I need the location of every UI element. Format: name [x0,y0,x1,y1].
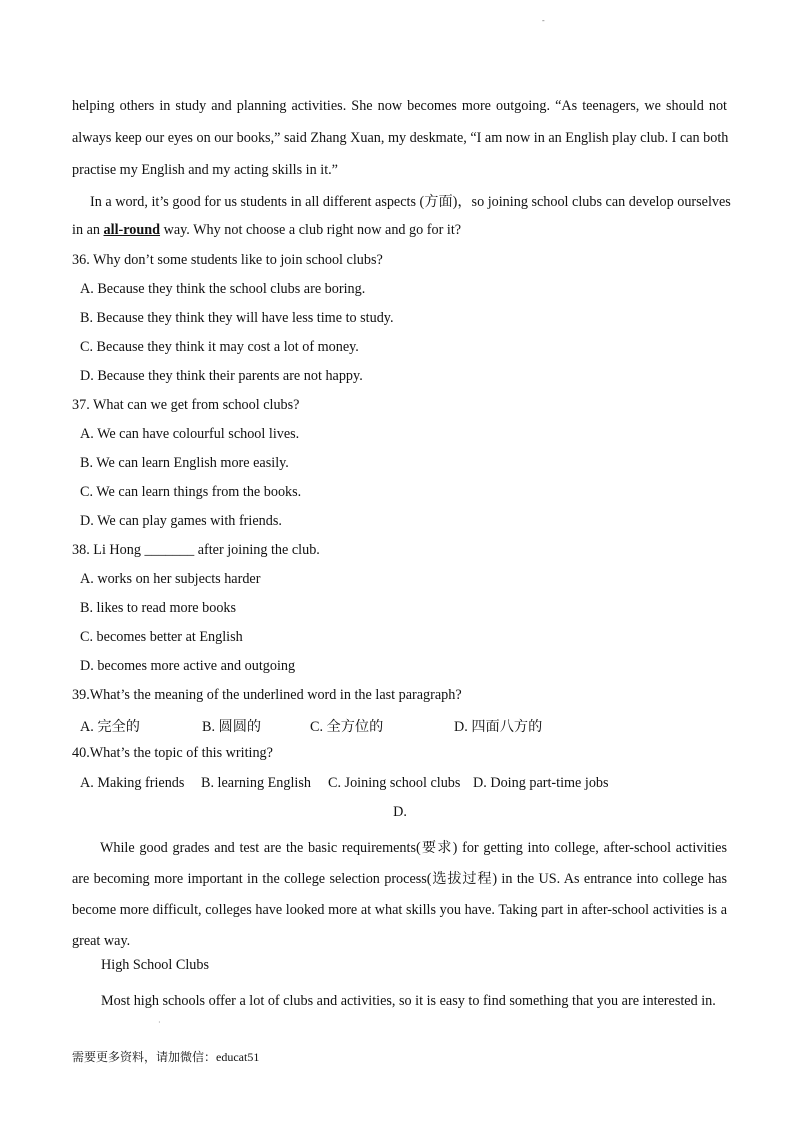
question-option: B. We can learn English more easily. [80,455,289,471]
question-stem: 37. What can we get from school clubs? [72,397,300,413]
question-option: C. Because they think it may cost a lot of money. [80,339,359,355]
question-stem: 40.What’s the topic of this writing? [72,745,273,761]
stray-mark: · [158,1018,161,1027]
question-option: A. works on her subjects harder [80,571,261,587]
underlined-word: all-round [103,222,161,238]
question-option: A. Because they think the school clubs are boring. [80,281,366,297]
question-option: A. Making friends [80,775,185,791]
question-stem: 39.What’s the meaning of the underlined word in the last paragraph? [72,687,462,703]
section-subheading: High School Clubs [101,957,209,973]
passage-text: in an [72,222,100,238]
question-option: C. Joining school clubs [328,775,461,791]
question-option: B. learning English [201,775,311,791]
question-stem: 36. Why don’t some students like to join school clubs? [72,252,383,268]
passage-line: In a word, it’s good for us students in all different aspects (方面)，so joining school clubs can develop ourselves [90,194,731,210]
question-option: D. becomes more active and outgoing [80,658,296,674]
footer-note: 需要更多资料，请加微信：educat51 [72,1050,260,1064]
question-option: A. We can have colourful school lives. [80,426,300,442]
document-page: - helping others in study and planning activities. She now becomes more outgoing. “As teenagers, we should not always keep our eyes on our books,” said Zhang Xuan, my deskmate, “I am now in an English play club. I can both practise my English and my acting skills in it.” In a word, it’s good for us students in all different aspects (方面)，so joining school clubs can develop ourselves in an all-round way. Why not choose a club right now and go for it? 36. Why don’t some students like to join school clubs? A. Because they think the school clubs are boring. B. Because they think they will have less time to study. C. Because they think it may cost a lot of money. D. Because they think their parents are not happy. 37. What can we get from school clubs? A. We can have colourful school lives. B. We can learn English more easily. C. We can learn things from the books. D. We can play games with friends. 38. Li Hong _______ after joining the club. A. works on her subjects harder B. likes to read more books C. becomes better at English D. becomes more active and outgoing 39.What’s the meaning of the underlined word in the last paragraph? A. 完全的 B. 圆圆的 C. 全方位的 D. 四面八方的 40.What’s the topic of this writing? A. Making friends B. learning English C. Joining school clubs D. Doing part-time jobs D. While good grades and test are the basic requirements(要求) for getting into college, after-school activities are becoming more important in the college selection process(选拔过程) in the US. As entrance into college has become more difficult, colleges have looked more at what skills you have. Taking part in after-school activities is a great way. High School Clubs Most high schools offer a lot of clubs and activities, so it is easy to find something that you are interested in. · 需要更多资料，请加微信：educat51 [0,0,800,1130]
passage-paragraph: While good grades and test are the basic requirements(要求) for getting into college, after-school activities are becoming more important in the college selection process(选拔过程) in the US. As entrance into college has become more difficult, colleges have looked more at what skills you have. Taking part in after-school activities is a great way. [72,840,727,949]
passage-paragraph: Most high schools offer a lot of clubs and activities, so it is easy to find something that you are interested in. [101,993,716,1009]
question-option: B. likes to read more books [80,600,237,616]
passage-line-underlined [72,222,461,239]
question-option: D. We can play games with friends. [80,513,282,529]
top-mark: - [542,16,545,25]
passage-text: way. Why not choose a club right now and go for it? [163,222,462,238]
question-option: C. We can learn things from the books. [80,484,302,500]
section-heading: D. [393,804,407,820]
question-stem: 38. Li Hong _______ after joining the club. [72,542,320,558]
question-option: B. Because they think they will have less time to study. [80,310,394,326]
question-option: D. Doing part-time jobs [473,775,609,791]
question-option: C. becomes better at English [80,629,243,645]
passage-line: practise my English and my acting skills in it.” [72,162,338,178]
passage-line: always keep our eyes on our books,” said Zhang Xuan, my deskmate, “I am now in an English play club. I can both [72,130,729,146]
question-option: D. Because they think their parents are not happy. [80,368,363,384]
passage-line: helping others in study and planning activities. She now becomes more outgoing. “As teenagers, we should not [72,98,727,114]
